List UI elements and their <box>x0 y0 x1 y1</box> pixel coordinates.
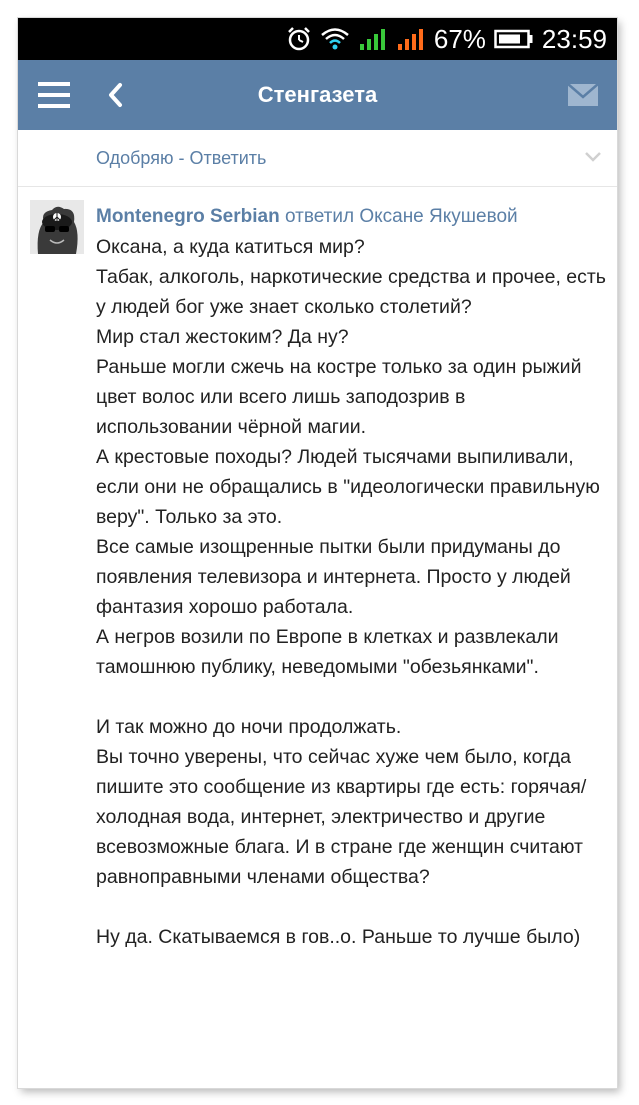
comment-author[interactable]: Montenegro Serbian <box>96 206 280 227</box>
avatar-lion-icon <box>30 200 84 254</box>
comment-actions-row <box>18 130 617 187</box>
app-bar <box>18 60 617 130</box>
status-bar <box>18 18 617 60</box>
comment-actions <box>96 148 266 169</box>
comment-header <box>96 206 518 228</box>
chevron-down-icon[interactable] <box>583 150 603 164</box>
alarm-icon <box>286 26 312 52</box>
page-title: Стенгазета <box>257 82 378 107</box>
reply-to-text[interactable]: ответил Оксане Якушевой <box>284 206 518 227</box>
mail-icon <box>567 82 599 108</box>
signal-orange-icon <box>396 26 426 52</box>
messages-button[interactable] <box>567 82 599 108</box>
signal-green-icon <box>358 26 388 52</box>
reply-link[interactable]: Ответить <box>189 148 267 168</box>
approve-link[interactable]: Одобряю <box>96 148 174 168</box>
battery-icon <box>494 28 534 50</box>
battery-percent: 67% <box>433 23 486 54</box>
avatar[interactable] <box>30 200 84 254</box>
actions-separator: - <box>173 148 190 168</box>
comment-text: Оксана, а куда катиться мир? Табак, алкоголь, наркотические средства и прочее, есть у людей бог уже знает сколько столетий? Мир стал жестоким? Да ну? Раньше могли сжечь на костре только за один рыжий цвет волос или всего лишь заподозрив в использовании чёрной магии. А крестовые походы? Людей тысячами выпиливали, если они не обращались в "идеологически правильную веру". Только за это. Все самые изощренные пытки были придуманы до появления телевизора и интернета. Просто у людей фантазия хорошо работала. А негров возили по Европе в клетках и развлекали тамошнюю публику, неведомыми "обезьянками". И так можно до ночи продолжать. Вы точно уверены, что сейчас хуже чем было, когда пишите это сообщение из квартиры где есть: горячая/холодная вода, интернет, электричество и другие всевозможные блага. И в стране где женщин считают равноправными членами общества? Ну да. Скатываемся в гов..о. Раньше то лучше было) <box>96 236 606 948</box>
phone-screenshot-frame <box>18 18 617 1088</box>
wifi-icon <box>320 26 350 52</box>
clock-time: 23:59 <box>541 23 607 54</box>
